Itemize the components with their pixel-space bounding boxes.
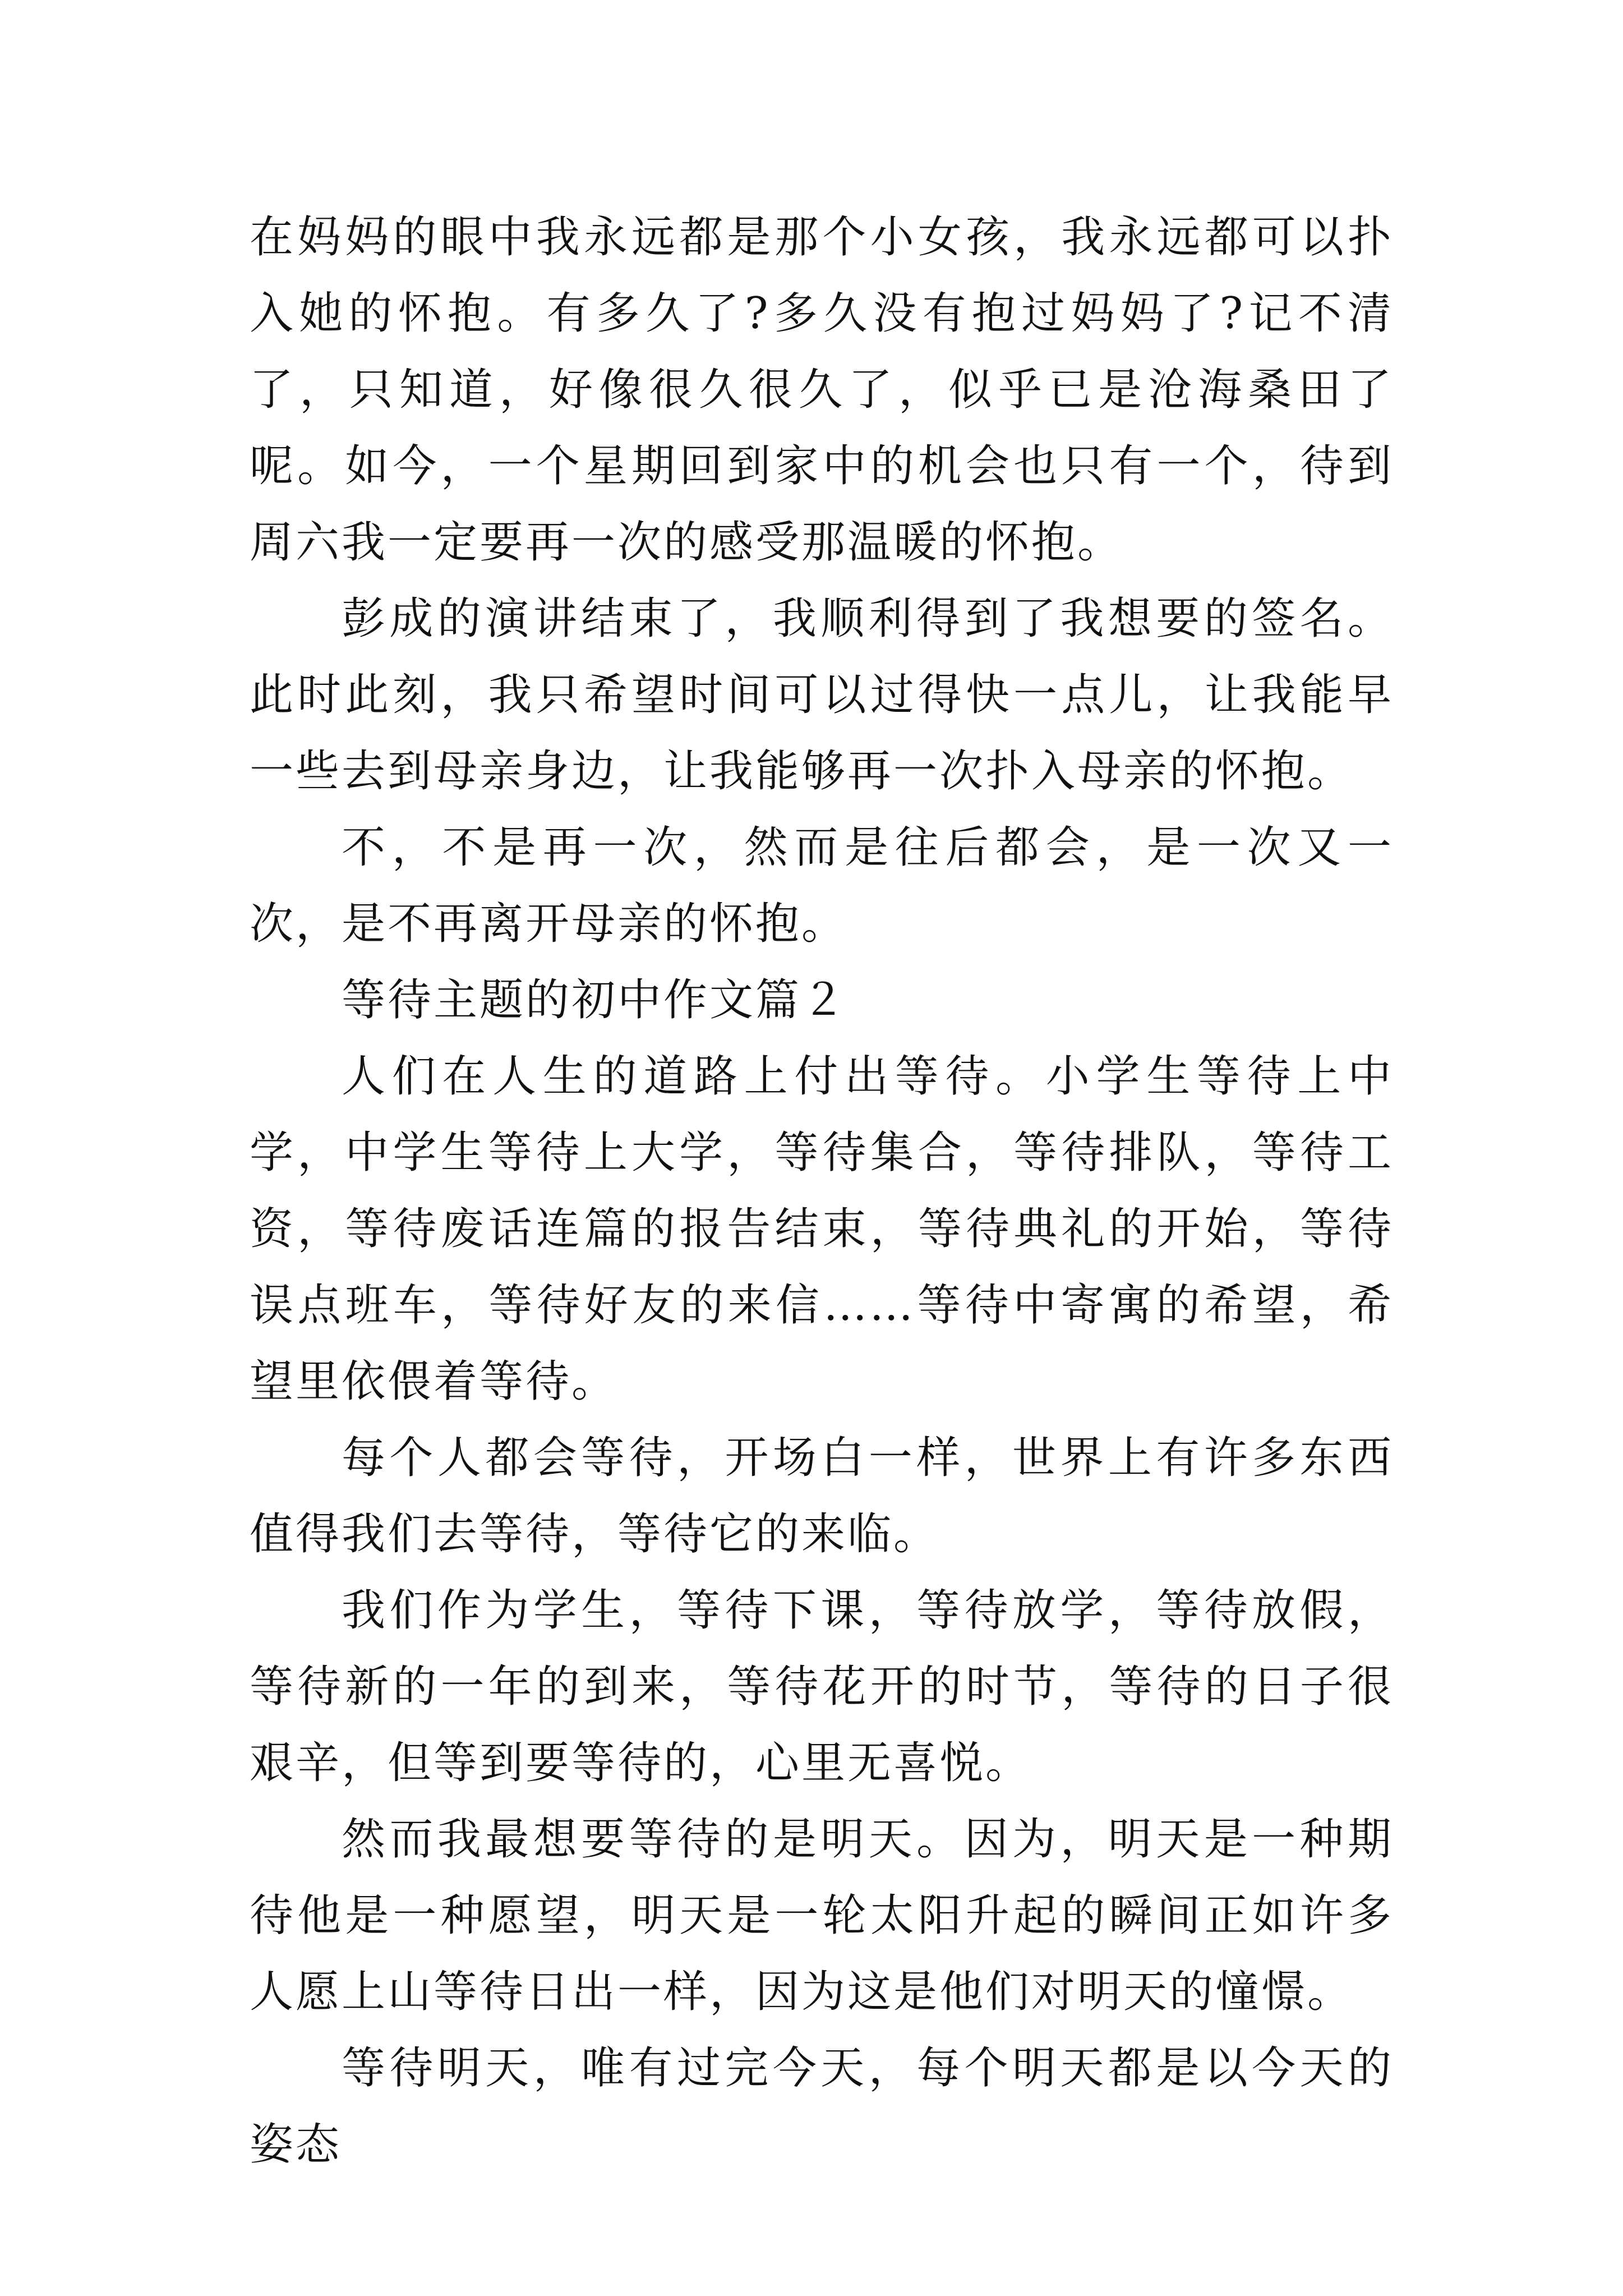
paragraph-5: 每个人都会等待，开场白一样，世界上有许多东西值得我们去等待，等待它的来临。 xyxy=(250,1433,1394,1559)
paragraph-8: 等待明天，唯有过完今天，每个明天都是以今天的姿态 xyxy=(250,2043,1394,2170)
paragraph-2: 彭成的演讲结束了，我顺利得到了我想要的签名。此时此刻，我只希望时间可以过得快一点儿，让我能早一些去到母亲身边，让我能够再一次扑入母亲的怀抱。 xyxy=(250,593,1394,797)
section-heading: 等待主题的初中作文篇２ xyxy=(342,975,848,1025)
paragraph-7: 然而我最想要等待的是明天。因为，明天是一种期待他是一种愿望，明天是一轮太阳升起的瞬间正如许多人愿上山等待日出一样，因为这是他们对明天的憧憬。 xyxy=(250,1814,1394,2017)
paragraph-3: 不，不是再一次，然而是往后都会，是一次又一次，是不再离开母亲的怀抱。 xyxy=(250,822,1394,949)
paragraph-4: 人们在人生的道路上付出等待。小学生等待上中学，中学生等待上大学，等待集合，等待排队，等待工资，等待废话连篇的报告结束，等待典礼的开始，等待误点班车，等待好友的来信……等待中寄寓的希望，希望里依偎着等待。 xyxy=(250,1051,1394,1407)
paragraph-1: 在妈妈的眼中我永远都是那个小女孩，我永远都可以扑入她的怀抱。有多久了?多久没有抱过妈妈了?记不清了，只知道，好像很久很久了，似乎已是沧海桑田了呢。如今，一个星期回到家中的机会也只有一个，待到周六我一定要再一次的感受那温暖的怀抱。 xyxy=(250,212,1394,568)
paragraph-6: 我们作为学生，等待下课，等待放学，等待放假，等待新的一年的到来，等待花开的时节，等待的日子很艰辛，但等到要等待的，心里无喜悦。 xyxy=(250,1585,1394,1788)
document-body xyxy=(250,199,1394,2183)
